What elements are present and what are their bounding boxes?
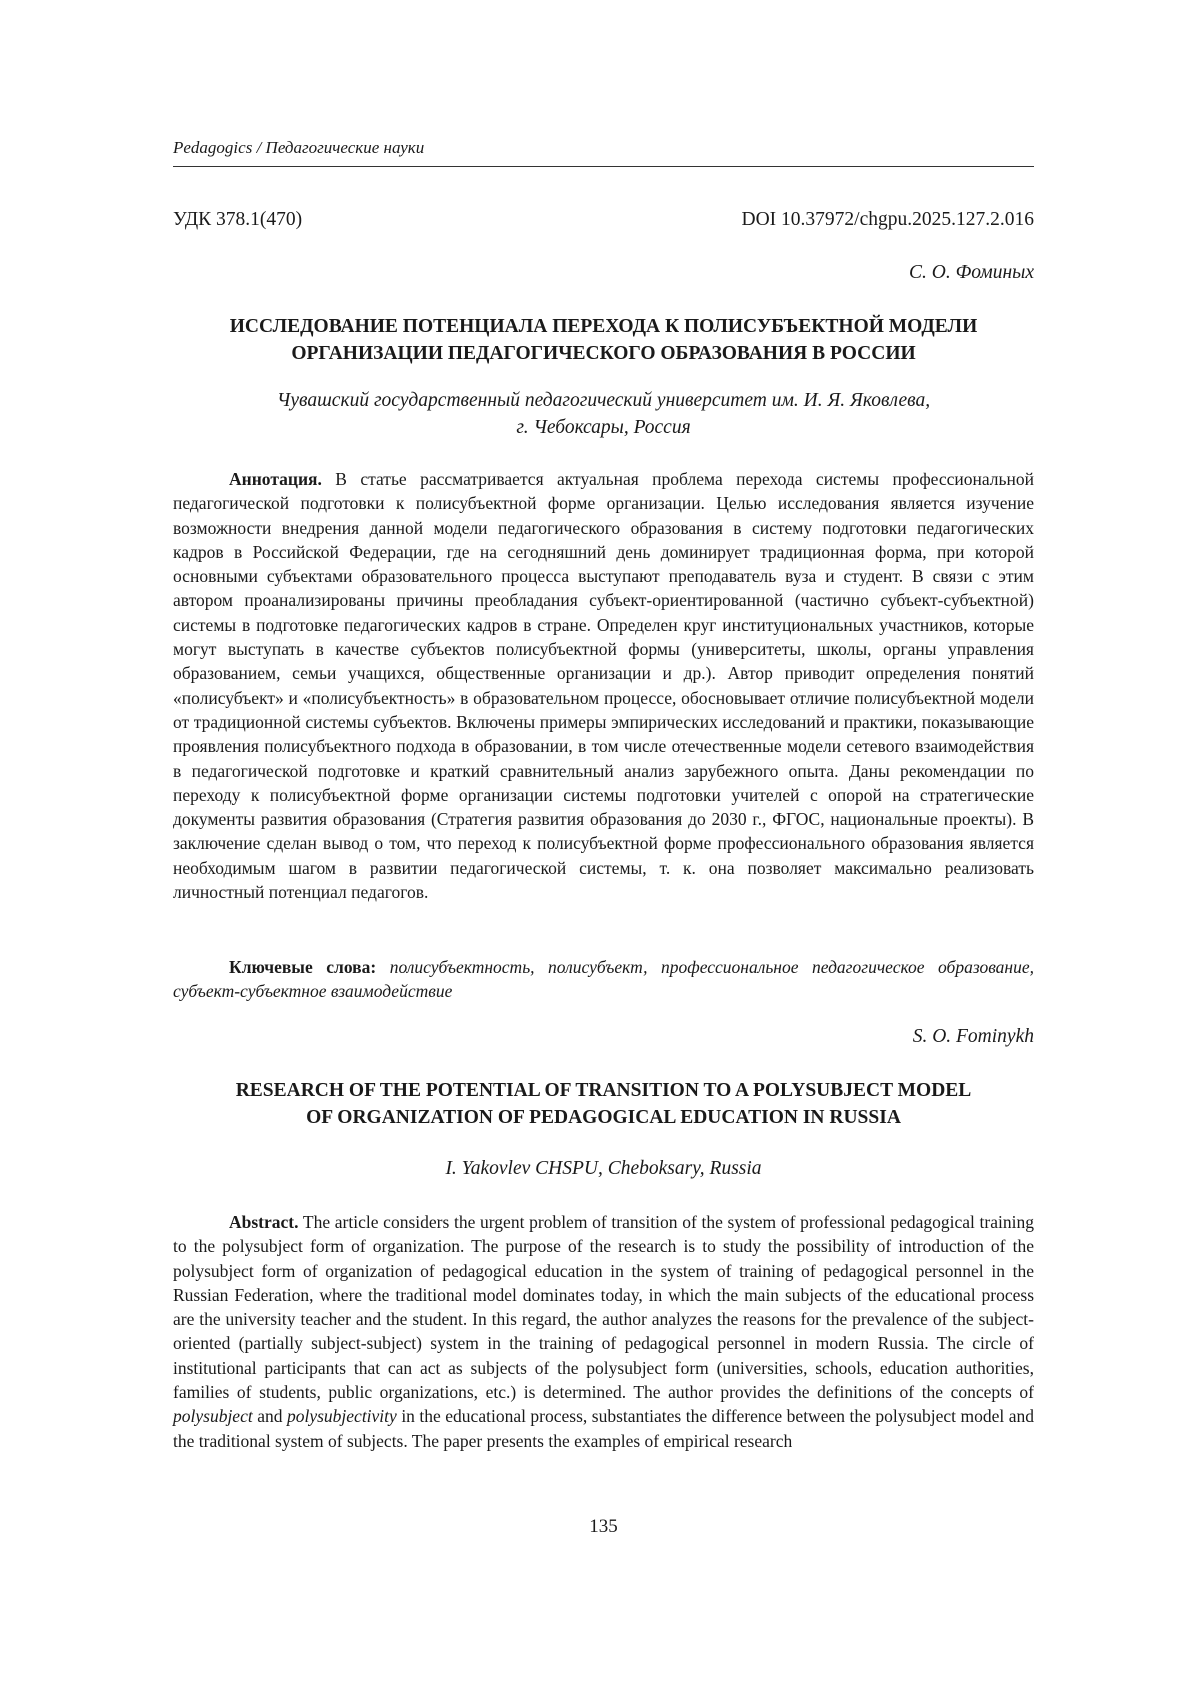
term-polysubjectivity: polysubjectivity — [286, 1406, 397, 1427]
doi: DOI 10.37972/chgpu.2025.127.2.016 — [741, 209, 1034, 230]
title-ru-line-1: ИССЛЕДОВАНИЕ ПОТЕНЦИАЛА ПЕРЕХОДА К ПОЛИСУБЪЕКТНОЙ МОДЕЛИ — [229, 316, 978, 337]
header-rule — [173, 166, 1034, 167]
udc-code: УДК 378.1(470) — [173, 209, 303, 230]
abstract-ru-label: Аннотация. — [229, 469, 322, 489]
keywords-ru-text: полисубъектность, полисубъект, профессиональное педагогическое образование, субъект-субъектное взаимодействие — [173, 957, 1035, 1002]
affiliation-en: I. Yakovlev CHSPU, Cheboksary, Russia — [445, 1158, 762, 1179]
abstract-ru — [173, 467, 1034, 904]
meta-row — [173, 209, 1034, 231]
affiliation-ru-line-2: г. Чебоксары, Россия — [516, 417, 691, 438]
affiliation-ru-line-1: Чувашский государственный педагогический университет им. И. Я. Яковлева, — [276, 390, 931, 411]
abstract-ru-text: В статье рассматривается актуальная проблема перехода системы профессиональной педагогической подготовки к полисубъектной форме организации. Целью исследования является изучение возможности внедрения данной модели педагогического образования в систему подготовки педагогических кадров в Российской Федерации, где на сегодняшний день доминирует традиционная форма, при которой основными субъектами образовательного процесса выступают преподаватель вуза и студент. В связи с этим автором проанализированы причины преобладания субъект-ориентированной (частично субъект-субъектной) системы в подготовке педагогических кадров в стране. Определен круг институциональных участников, которые могут выступать в качестве субъектов полисубъектной формы (университеты, школы, органы управления образованием, семьи учащихся, общественные организации и др.). Автор приводит определения понятий «полисубъект» и «полисубъектность» в образовательном процессе, обосновывает отличие полисубъектной модели от традиционной системы субъектов. Включены примеры эмпирических исследований и практики, показывающие проявления полисубъектного подхода в образовании, в том числе отечественные модели сетевого взаимодействия в педагогической подготовке и краткий сравнительный анализ зарубежного опыта. Даны рекомендации по переходу к полисубъектной форме организации системы подготовки учителей с опорой на стратегические документы развития образования (Стратегия развития образования до 2030 г., ФГОС, национальные проекты). В заключение сделан вывод о том, что переход к полисубъектной форме профессионального образования является необходимым шагом в развитии педагогической системы, т. к. она позволяет максимально реализовать личностный потенциал педагогов. — [173, 469, 1034, 903]
title-en-line-2: OF ORGANIZATION OF PEDAGOGICAL EDUCATION IN RUSSIA — [306, 1107, 901, 1128]
abstract-en-conj: and — [257, 1406, 283, 1427]
running-head: Pedagogics / Педагогические науки — [173, 138, 425, 157]
keywords-ru-label: Ключевые слова: — [229, 957, 377, 977]
title-en-line-1: RESEARCH OF THE POTENTIAL OF TRANSITION TO A POLYSUBJECT MODEL — [235, 1080, 972, 1101]
keywords-ru — [173, 955, 1034, 1004]
abstract-en-label: Abstract. — [229, 1212, 299, 1232]
title-en — [173, 1077, 1034, 1131]
abstract-en-text-1: The article considers the urgent problem of transition of the system of professional pedagogical training to the polysubject form of organization. The purpose of the research is to study the possibility of introduction of the polysubject form of organization of pedagogical education in the system of training of pedagogical personnel in the Russian Federation, where the traditional model dominates today, in which the main subjects of the educational process are the university teacher and the student. In this regard, the author analyzes the reasons for the prevalence of the subject-oriented (partially subject-subject) system in the training of pedagogical personnel in modern Russia. The circle of institutional participants that can act as subjects of the polysubject form (universities, schools, education authorities, families of students, public organizations, etc.) is determined. The author provides the definitions of the concepts of — [173, 1212, 1034, 1403]
abstract-en-text-2: in the educational process, substantiates the difference between the polysubject model and the traditional system of subjects. The paper presents the examples of empirical research — [173, 1406, 1035, 1451]
affiliation-ru — [173, 387, 1034, 441]
abstract-en — [173, 1210, 1034, 1453]
title-ru-line-2: ОРГАНИЗАЦИИ ПЕДАГОГИЧЕСКОГО ОБРАЗОВАНИЯ В РОССИИ — [291, 343, 916, 364]
title-ru — [173, 313, 1034, 367]
author-ru: С. О. Фоминых — [908, 262, 1034, 283]
author-en: S. O. Fominykh — [912, 1026, 1034, 1047]
page-number: 135 — [589, 1516, 618, 1537]
term-polysubject: polysubject — [173, 1406, 253, 1427]
